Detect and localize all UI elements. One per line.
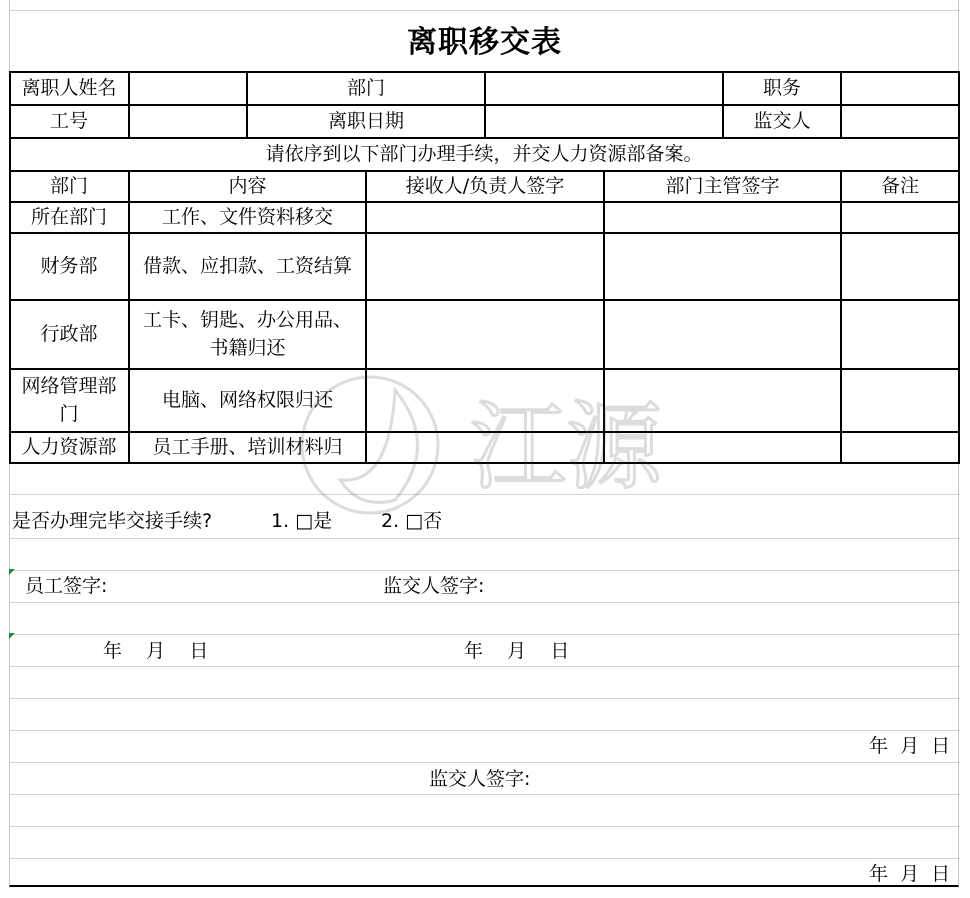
gridline <box>9 762 960 763</box>
label-leave-date: 离职日期 <box>327 110 404 132</box>
remark-cell[interactable] <box>841 233 959 299</box>
supervisor-signature-label: 监交人签字: <box>383 575 485 597</box>
label-name: 离职人姓名 <box>21 77 117 99</box>
label-employee-id: 工号 <box>49 110 88 132</box>
option-yes[interactable]: 1. □是 <box>271 510 333 532</box>
remark-cell[interactable] <box>841 369 959 431</box>
receiver-sign-cell[interactable] <box>366 202 604 232</box>
supervisor-signature-label-2: 监交人签字: <box>429 768 531 790</box>
manager-sign-cell[interactable] <box>604 233 841 299</box>
gridline <box>9 826 960 827</box>
column-header: 部门主管签字 <box>665 175 780 197</box>
option-no[interactable]: 2. □否 <box>381 510 443 532</box>
row-dept: 人力资源部 <box>21 436 117 458</box>
row-content: 电脑、网络权限归还 <box>161 389 333 411</box>
row-content: 工卡、钥匙、办公用品、书籍归还 <box>142 309 352 359</box>
column-header: 备注 <box>880 175 919 197</box>
remark-cell[interactable] <box>841 202 959 232</box>
gridline <box>9 494 960 495</box>
supervisor-date: 年 月 日 <box>464 640 570 662</box>
row-dept: 财务部 <box>40 255 98 277</box>
label-dept: 部门 <box>346 77 385 99</box>
row-content: 工作、文件资料移交 <box>161 206 333 228</box>
table-border <box>9 462 960 464</box>
cell-comment-marker <box>9 633 15 639</box>
instruction-text: 请依序到以下部门办理手续，并交人力资源部备案。 <box>265 143 703 165</box>
column-header: 接收人/负责人签字 <box>405 175 565 197</box>
remark-cell[interactable] <box>841 432 959 462</box>
employee-date: 年 月 日 <box>103 640 209 662</box>
gridline <box>9 634 960 635</box>
date-right: 年 月 日 <box>869 735 951 757</box>
dept-field[interactable] <box>485 72 723 104</box>
receiver-sign-cell[interactable] <box>366 432 604 462</box>
row-content: 员工手册、培训材料归 <box>152 436 343 458</box>
name-field[interactable] <box>129 72 247 104</box>
gridline <box>9 538 960 539</box>
completion-question: 是否办理完毕交接手续? <box>12 510 213 532</box>
gridline <box>9 858 960 859</box>
gridline <box>9 666 960 667</box>
manager-sign-cell[interactable] <box>604 432 841 462</box>
cell-comment-marker <box>9 569 15 575</box>
gridline <box>9 602 960 603</box>
column-header: 部门 <box>49 175 88 197</box>
manager-sign-cell[interactable] <box>604 202 841 232</box>
receiver-sign-cell[interactable] <box>366 300 604 368</box>
row-dept: 所在部门 <box>30 206 107 228</box>
spreadsheet <box>9 0 960 889</box>
gridline <box>9 698 960 699</box>
manager-sign-cell[interactable] <box>604 369 841 431</box>
employee-id-field[interactable] <box>129 105 247 137</box>
label-supervisor: 监交人 <box>753 110 811 132</box>
date-right-2: 年 月 日 <box>869 863 951 885</box>
watermark-text: 江源 <box>470 394 662 501</box>
gridline <box>9 730 960 731</box>
position-field[interactable] <box>841 72 959 104</box>
supervisor-field[interactable] <box>841 105 959 137</box>
receiver-sign-cell[interactable] <box>366 233 604 299</box>
row-content: 借款、应扣款、工资结算 <box>142 255 352 277</box>
page-title: 离职移交表 <box>407 25 562 60</box>
label-position: 职务 <box>762 77 801 99</box>
leave-date-field[interactable] <box>485 105 723 137</box>
column-header: 内容 <box>228 175 267 197</box>
gridline <box>9 570 960 571</box>
row-dept: 行政部 <box>40 323 98 345</box>
employee-signature-label: 员工签字: <box>25 575 108 597</box>
manager-sign-cell[interactable] <box>604 300 841 368</box>
row-dept: 网络管理部门 <box>21 375 117 425</box>
receiver-sign-cell[interactable] <box>366 369 604 431</box>
gridline <box>9 794 960 795</box>
remark-cell[interactable] <box>841 300 959 368</box>
